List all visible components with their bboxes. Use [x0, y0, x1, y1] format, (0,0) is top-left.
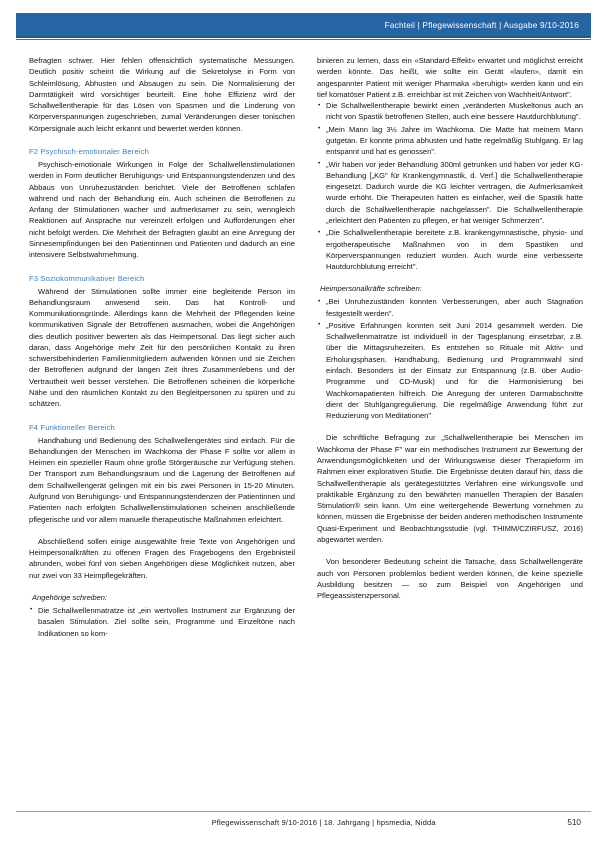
left-column — [29, 55, 295, 640]
right-column — [317, 55, 583, 640]
list-item: • „Positive Erfahrungen konnten seit Juni 2014 gesammelt werden. Die Schallwellenmatratze ist individuell in der Tagesplanung einsetzbar, z.B. über die Mittagsruhezeiten. Es entstehen so Rituale mit Aktiv- und Erholungsphasen. Handhabung, Bedienung und Programmwahl sind einfach. Besonders ist der Einsatz zur Entspannung (z.B. über Audio-Programme und CD-Musik) und für die Harmonisierung bei Wachkomapatienten hilfreich. Die Anregung der unteren Darmabschnitte dient der Stuhlgangregulierung. Die regelmäßige Anwendung führt zur Reduzierung von Meditationen" — [317, 320, 583, 422]
section-paragraph-f2: Psychisch-emotionale Wirkungen in Folge der Schallwellenstimulationen werden in Form deutlicher Beruhigungs- und Entspannungstendenzen und des Abbaus von Unruhezuständen berichtet. Viele der Betroffenen schlafen während und nach der Behandlung ein. Auch scheinen die Betroffenen zu Anfang der Stimulationen wacher und aufmerksamer zu sein, wenngleich Reaktionen auf Ansprache nur vereinzelt erfolgen und Aufforderungen eher nicht befolgt werden. Die Mehrheit der Befragten glaubt an eine Anregung der Sinnesempfindungen bei den Patientinnen und Patienten und dadurch an eine intensivere Selbstwahrnehmung. — [29, 159, 295, 260]
section-paragraph-f3: Während der Stimulationen sollte immer eine begleitende Person im Behandlungsraum anwesend sein. Das hat Kontroll- und Kommunikationsgründe. Allerdings kann die Mehrheit der Pflegenden keine kommunikativen Signale der Betroffenen ausmachen, wobei die Angehörigen dies deutlich positiver bewerten als das Heimpersonal. Das liegt sicher auch daran, dass Angehörige mehr Zeit für den persönlichen Kontakt zu ihren schwerstbehinderten Familienmitgliedern aufwenden können und sie Zeichen der Betroffenen aufgrund der langen Zeit ihres Zusammenlebens und der Vertrautheit weit besser verstehen. Die Betroffenen scheinen die körperliche Nähe und den räumlichen Kontakt zu den Begleitpersonen zu spüren und zu schätzen. — [29, 286, 295, 409]
closing-paragraph: Abschließend sollen einige ausgewählte freie Texte von Angehörigen und Heimpersonalkräften zu offenen Fragen des Fragebogens den Ergebnisteil abrunden, wobei fünf von sieben Angehörigen diese Möglichkeit nutzen, aber nur zwei von 33 Heimpflegekräften. — [29, 536, 295, 580]
staff-quotes-lead: Heimpersonalkräfte schreiben: — [320, 284, 422, 294]
conclusion-paragraph-2: Von besonderer Bedeutung scheint die Tatsache, dass Schallwellengeräte auch von Personen problemlos bedient werden können, die keine spezielle Ausbildung besitzen — so zum Beispiel von Angehörigen und Pflegeassistenzpersonal. — [317, 557, 583, 601]
list-item: • Die Schallwellenmatratze ist „ein wertvolles Instrument zur Ergänzung der basalen Stimulation. Ziel sollte sein, Programme und Einzeltöne nach Indikationen so kom- — [29, 605, 295, 639]
list-item: • „Wir haben vor jeder Behandlung 300ml getrunken und haben vor jeder KG-Behandlung [„KG" für Krankengymnastik, d. Verf.] die Schallwellentherapie eingesetzt. Dadurch wurde die KG leichter vertragen, die Aufmerksamkeit wurde erhöht. Die Therapeuten hatten es einfacher, weil die Spastik hatte durch die Schallwellentherapie nachgelassen". Die Schallwellentherapie „erleichtert den Patienten zu pflegen, er hat weniger Schmerzen". — [317, 159, 583, 227]
list-item: • „Mein Mann lag 3½ Jahre im Wachkoma. Die Matte hat meinem Mann gutgetan. Er konnte prima abhusten und hatte regelmäßig Stuhlgang. Er lag entspannt und hat es genossen". — [317, 124, 583, 158]
page-header-title: Fachteil | Pflegewissenschaft | Ausgabe 9/10-2016 — [384, 19, 579, 30]
footer-citation: Pflegewissenschaft 9/10-2016 | 18. Jahrgang | hpsmedia, Nidda — [211, 818, 436, 827]
header-rule-primary — [16, 36, 591, 38]
two-column-body — [0, 55, 607, 640]
continuation-paragraph: Befragten schwer. Hier fehlen offensichtlich systematische Messungen. Deutlich positiv scheint die Wirkung auf die Sekretolyse in Form von Schleimlösung, Abhusten und Absaugen zu sein. Die Normalisierung der Darmtätigkeit wird vorsichtiger beurteilt. Eine hohe Effizienz wird der Schallwellentherapie für das Lösen von Spasmen und die Linderung von Körperverspannungen zugeschrieben, zumal Veränderungen dieser tonischen Körpersignale auch leicht erkannt und bewertet werden können. — [29, 56, 295, 133]
conclusion-paragraph-1: Die schriftliche Befragung zur „Schallwellentherapie bei Menschen im Wachkoma der Phase F" war ein methodisches Instrument zur Bewertung der Anwendungsmöglichkeiten und der Wirkungsweise dieser Therapieform im Rahmen einer explorativen Studie. Die Ergebnisse deuten darauf hin, dass die Schallwellentherapie als gerätegestütztes Verfahren eine wirkungsvolle und praktikable Ergänzung zu den bewährten manuellen Therapien der Basalen Stimulation® sein kann. Um eine weitergehende Bewertung vornehmen zu können, müssen die Ergebnisse der beiden anderen methodischen Instrumente Quasi-Experiment und Beobachtungsstudie (vgl. THIMM/CZIRFUSZ, 2016) abgewartet werden. — [317, 433, 583, 544]
section-paragraph-f4: Handhabung und Bedienung des Schallwellengerätes sind einfach. Für die Behandlungen der Menschen im Wachkoma der Phase F sollte vor allem in Heimen ein spezieller Raum ohne große Störgeräusche zur Verfügung stehen. Der Transport zum Behandlungsraum und die Lagerung der Betroffenen auf dem Schallwellengerät gelingen mit ein bis zwei Personen in 15-20 Minuten. Aufgrund von Beruhigungs- und Entspannungstendenzen der Patientinnen und Patienten nach erfolgten Schallwellenstimulationen scheinen anschließende pflegerische und vor allem manuelle therapeutische Maßnahmen erleichtert. — [29, 435, 295, 524]
section-heading-f4: F4 Funktioneller Bereich — [29, 422, 115, 432]
list-item: • Die Schallwellentherapie bewirkt einen „veränderten Muskeltonus auch an nicht von Spastik betroffenen Stellen, auch eine bessere Hautdurchblutung". — [317, 100, 583, 123]
continuation-bullet-text: binieren zu lernen, dass ein «Standard-Effekt» erwartet und möglichst erreicht werden könnte. Das heißt, wie sollte ein Gerät «laufen», damit ein angespannter Patient mit weniger Pharmaka «beruhigt» werden kann und ein tief komatöser Patient z.B. erreichbar ist mit Zeichen von Wachheit/Antwort". — [317, 56, 583, 99]
footer-page-number: 510 — [567, 818, 581, 827]
header-rule-secondary — [16, 39, 591, 40]
list-item: • „Bei Unruhezuständen konnten Verbesserungen, aber auch Stagnation festgestellt werden". — [317, 296, 583, 319]
relatives-quote-list-right — [317, 100, 583, 272]
section-heading-f3: F3 Soziokommunikativer Bereich — [29, 273, 145, 283]
relatives-quotes-lead: Angehörige schreiben: — [32, 592, 108, 602]
list-item: • „Die Schallwellentherapie bereitete z.B. krankengymnastische, physio- und ergotherapeutische Maßnahmen von in dem Spastiken und Körperverspannungen reduziert wurden. Auch wurde eine verbesserte Hautdurchblutung erreicht". — [317, 227, 583, 272]
staff-quote-list — [317, 296, 583, 421]
page-header-band — [16, 13, 591, 36]
section-heading-f2: F2 Psychisch-emotionaler Bereich — [29, 146, 150, 156]
page-footer — [16, 818, 591, 827]
footer-rule — [16, 811, 591, 812]
relatives-quote-list-left — [29, 605, 295, 639]
